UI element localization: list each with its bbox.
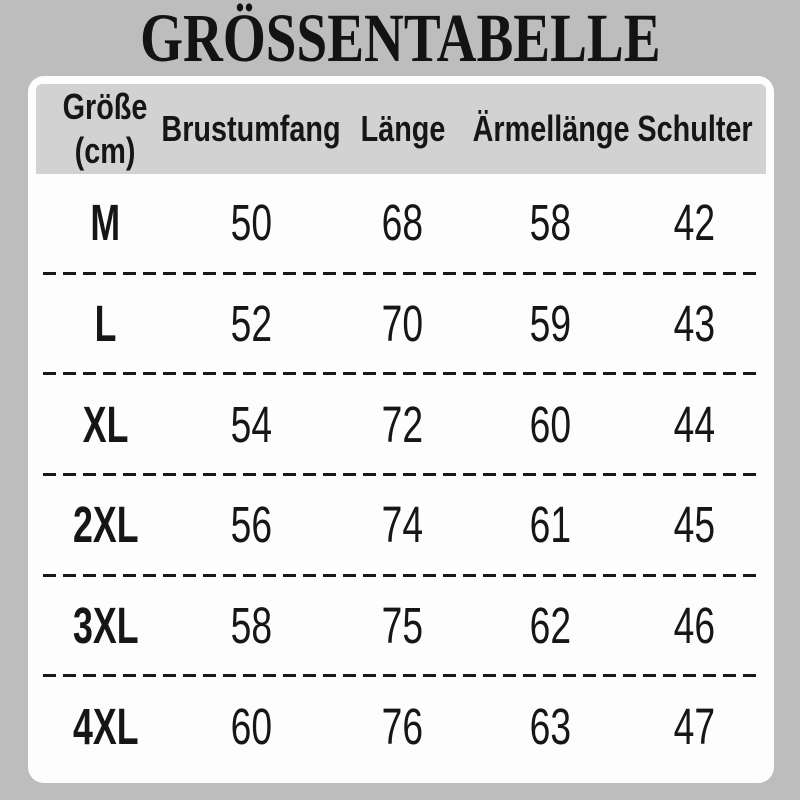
table-row-4xl <box>36 677 766 775</box>
length-cell: 72 <box>382 395 424 453</box>
chest-cell: 60 <box>230 697 273 755</box>
shoulder-cell: 44 <box>674 395 716 453</box>
chest-cell: 58 <box>230 597 273 655</box>
length-cell: 70 <box>382 295 424 352</box>
page-title-text: GRÖSSENTABELLE <box>139 0 661 76</box>
chest-cell: 50 <box>230 194 273 252</box>
shoulder-cell: 47 <box>674 697 716 755</box>
sleeve-cell: 60 <box>529 395 572 453</box>
page-title <box>0 2 800 74</box>
column-header-sleeve: Ärmellänge <box>472 108 630 149</box>
size-cell: M <box>90 194 121 252</box>
size-cell: XL <box>82 395 129 453</box>
sleeve-cell: 62 <box>529 597 572 655</box>
column-header-size-line1: Größe <box>62 86 148 128</box>
table-row-3xl <box>36 577 766 675</box>
table-row-m <box>36 174 766 272</box>
size-table-card <box>28 76 774 783</box>
shoulder-cell: 42 <box>674 194 716 252</box>
length-cell: 68 <box>382 194 424 252</box>
chest-cell: 52 <box>230 295 273 352</box>
length-cell: 74 <box>382 496 424 554</box>
size-cell: L <box>94 295 117 352</box>
table-row-2xl <box>36 476 766 574</box>
size-cell: 2XL <box>72 496 139 554</box>
shoulder-cell: 46 <box>674 597 716 655</box>
column-header-size-line2: (cm) <box>74 130 136 171</box>
size-cell: 4XL <box>72 697 139 755</box>
column-header-chest: Brustumfang <box>161 108 341 149</box>
shoulder-cell: 45 <box>674 496 716 554</box>
column-header-size <box>36 85 175 173</box>
sleeve-cell: 63 <box>529 697 572 755</box>
length-cell: 76 <box>382 697 424 755</box>
sleeve-cell: 61 <box>529 496 572 554</box>
table-header-row <box>36 84 766 174</box>
chest-cell: 56 <box>230 496 273 554</box>
sleeve-cell: 59 <box>529 295 572 352</box>
table-body <box>36 174 766 775</box>
column-header-length: Länge <box>360 108 446 149</box>
table-row-l <box>36 275 766 373</box>
length-cell: 75 <box>382 597 424 655</box>
sleeve-cell: 58 <box>529 194 572 252</box>
size-cell: 3XL <box>72 597 139 655</box>
table-row-xl <box>36 375 766 473</box>
shoulder-cell: 43 <box>674 295 716 352</box>
chest-cell: 54 <box>230 395 273 453</box>
column-header-shoulder: Schulter <box>637 108 753 149</box>
